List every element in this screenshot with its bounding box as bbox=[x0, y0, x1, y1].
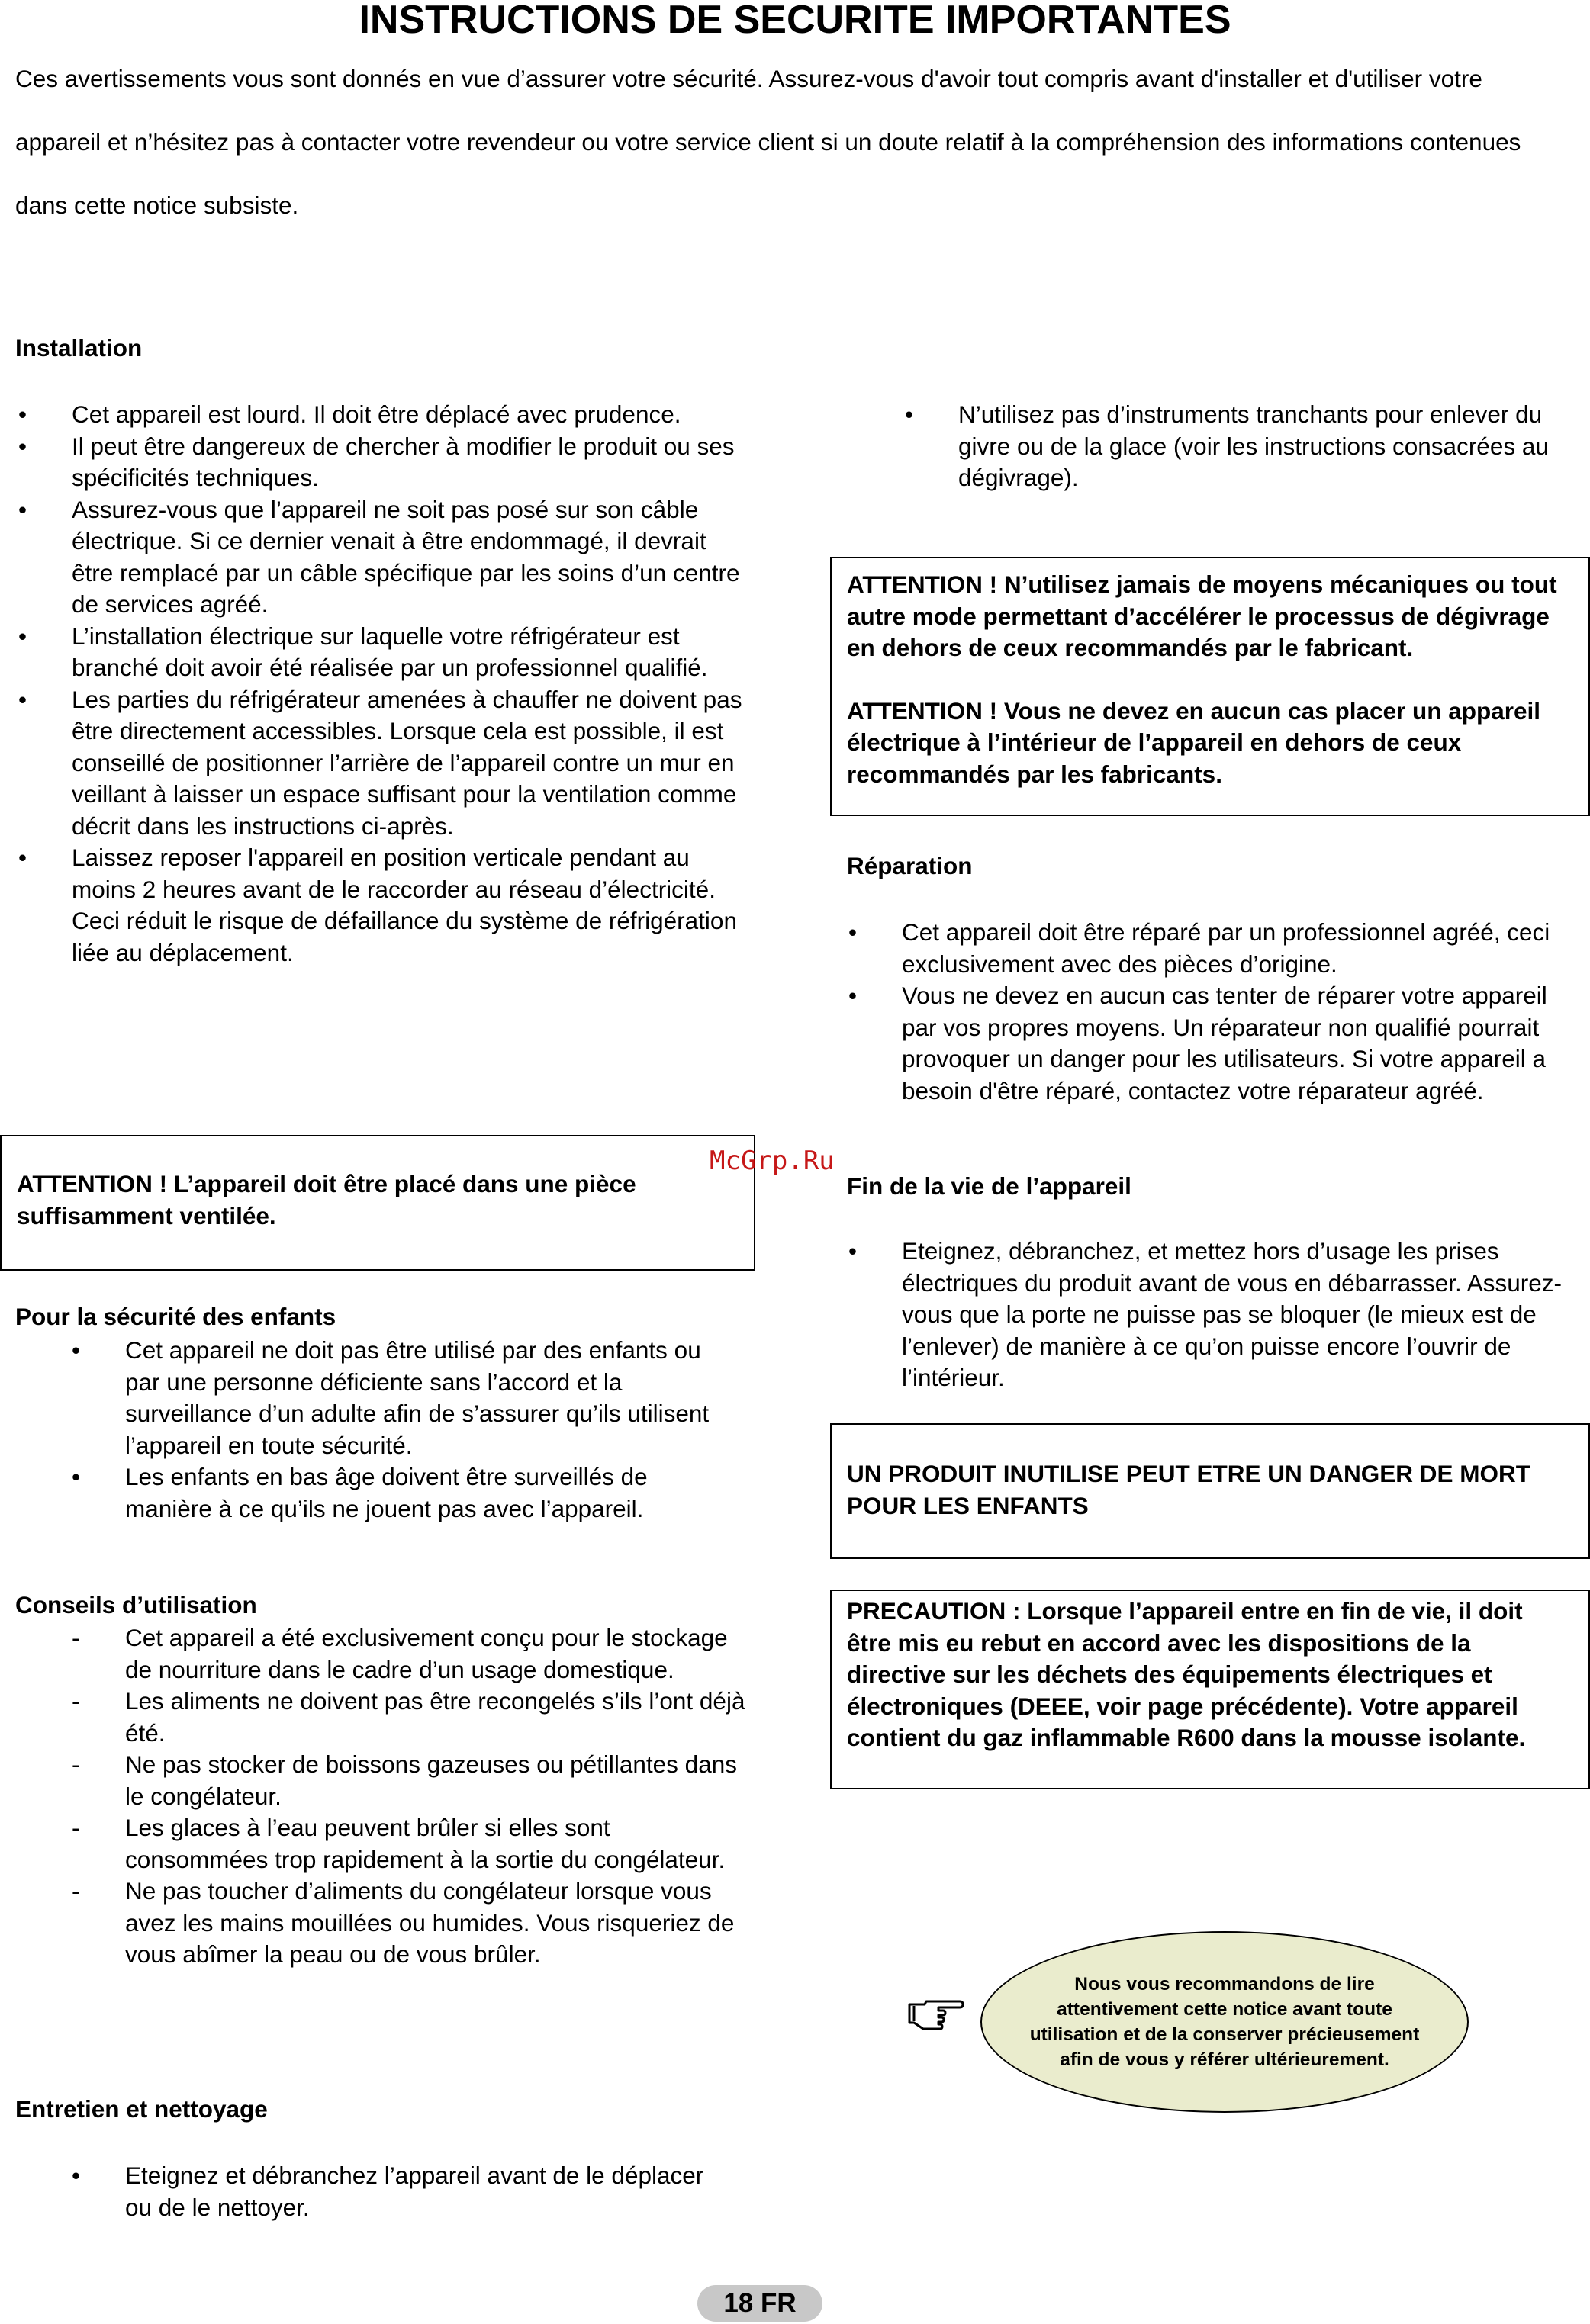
list-item: • Cet appareil ne doit pas être utilisé par des enfants ou par une personne déficiente sans l’accord et la surveillance d’un adulte afin de s’assurer qu’ils utilisent l’appareil en toute sécurité. bbox=[72, 1336, 710, 1459]
list-item: • Les parties du réfrigérateur amenées à chauffer ne doivent pas être directement accessibles. Lorsque cela est possible, il est conseillé de positionner l’arrière de l’appareil contre un mur en veillant à laisser un espace suffisant pour la ventilation comme décrit dans les instructions ci-après. bbox=[18, 685, 742, 840]
installation-heading: Installation bbox=[15, 334, 143, 362]
list-item: - Ne pas toucher d’aliments du congélateur lorsque vous avez les mains mouillées ou humides. Vous risqueriez de vous abîmer la peau ou de vous brûler. bbox=[72, 1877, 735, 1968]
dash: - bbox=[72, 1687, 80, 1715]
list-item: • L’installation électrique sur laquelle votre réfrigérateur est branché doit avoir été réalisée par un professionnel qualifié. bbox=[18, 622, 708, 681]
watermark: McGrp.Ru bbox=[710, 1146, 835, 1176]
bullet: • bbox=[72, 1336, 81, 1364]
list-item: • Assurez-vous que l’appareil ne soit pas posé sur son câble électrique. Si ce dernier venait à être endommagé, il devrait être remplacé par un câble spécifique par les soins d’un centre de services agréé. bbox=[18, 495, 740, 618]
children-safety-heading: Pour la sécurité des enfants bbox=[15, 1303, 336, 1330]
bullet: • bbox=[848, 982, 858, 1009]
intro-paragraph: Ces avertissements vous sont donnés en vue d’assurer votre sécurité. Assurez-vous d'avoir tout compris avant d'installer et d'utiliser votre appareil et n’hésitez pas à contacter votre revendeur ou votre service client si un doute relatif à la compréhension des informations contenues dans cette notice subsiste. bbox=[15, 65, 1521, 219]
list-item: • Laissez reposer l'appareil en position verticale pendant au moins 2 heures avant de le raccorder au réseau d’électricité. Ceci réduit le risque de défaillance du système de réfrigération liée au déplacement. bbox=[18, 844, 737, 966]
repair-list bbox=[845, 917, 1574, 1107]
bullet: • bbox=[18, 432, 27, 460]
dash: - bbox=[72, 1877, 80, 1905]
list-item: • Eteignez et débranchez l’appareil avant de le déplacer ou de le nettoyer. bbox=[72, 2162, 704, 2221]
bullet: • bbox=[848, 1237, 858, 1265]
usage-tips-list bbox=[69, 1622, 748, 1971]
bullet: • bbox=[18, 622, 27, 650]
pointing-hand-icon bbox=[906, 1994, 964, 2030]
attention-ventilation-box: ATTENTION ! L’appareil doit être placé dans une pièce suffisamment ventilée. bbox=[0, 1135, 755, 1271]
maintenance-heading: Entretien et nettoyage bbox=[15, 2095, 268, 2123]
bullet: • bbox=[18, 400, 27, 428]
list-item: • Cet appareil doit être réparé par un professionnel agréé, ceci exclusivement avec des pièces d’origine. bbox=[848, 918, 1550, 978]
bullet: • bbox=[18, 495, 27, 523]
list-item: • Cet appareil est lourd. Il doit être déplacé avec prudence. bbox=[15, 399, 744, 431]
bullet: • bbox=[72, 1463, 81, 1490]
defrost-list bbox=[902, 399, 1573, 494]
dash: - bbox=[72, 1814, 80, 1841]
list-item: - Les aliments ne doivent pas être recongelés s’ils l’ont déjà été. bbox=[72, 1687, 745, 1747]
repair-heading: Réparation bbox=[847, 852, 973, 879]
end-of-life-heading: Fin de la vie de l’appareil bbox=[847, 1172, 1131, 1200]
list-item: • N’utilisez pas d’instruments tranchants pour enlever du givre ou de la glace (voir les instructions consacrées au dégivrage). bbox=[905, 400, 1549, 491]
bullet: • bbox=[72, 2162, 81, 2189]
list-item: - Ne pas stocker de boissons gazeuses ou pétillantes dans le congélateur. bbox=[72, 1750, 737, 1810]
dash: - bbox=[72, 1624, 80, 1651]
list-item: - Les glaces à l’eau peuvent brûler si elles sont consommées trop rapidement à la sortie du congélateur. bbox=[72, 1814, 726, 1873]
list-item: - Cet appareil a été exclusivement conçu pour le stockage de nourriture dans le cadre d’un usage domestique. bbox=[72, 1624, 728, 1683]
list-item: • Eteignez, débranchez, et mettez hors d’usage les prises électriques du produit avant de vous en débarrasser. Assurez-vous que la porte ne puisse pas se bloquer (le mieux est de l’enlever) de manière à ce qu’on puisse encore l’ouvrir de l’intérieur. bbox=[848, 1237, 1563, 1391]
list-item: • Vous ne devez en aucun cas tenter de réparer votre appareil par vos propres moyens. Un réparateur non qualifié pourrait provoquer un danger pour les utilisateurs. Si votre appareil a besoin d'être réparé, contactez votre réparateur agréé. bbox=[848, 982, 1547, 1104]
end-of-life-list bbox=[845, 1236, 1574, 1394]
page-title: INSTRUCTIONS DE SECURITE IMPORTANTES bbox=[359, 0, 1231, 42]
bullet: • bbox=[18, 844, 27, 871]
usage-tips-heading: Conseils d’utilisation bbox=[15, 1591, 257, 1618]
attention-defrost-box: ATTENTION ! N’utilisez jamais de moyens mécaniques ou tout autre mode permettant d’accélérer le processus de dégivrage en dehors de ceux recommandés par le fabricant. ATTENTION ! Vous ne devez en aucun cas placer un appareil électrique à l’intérieur de l’appareil en dehors de ceux recommandés par les fabricants. bbox=[830, 557, 1590, 816]
maintenance-list bbox=[69, 2160, 736, 2223]
bullet: • bbox=[905, 400, 914, 428]
children-safety-list bbox=[69, 1335, 736, 1525]
bullet: • bbox=[18, 685, 27, 713]
page-number: 18 FR bbox=[697, 2285, 822, 2322]
dash: - bbox=[72, 1750, 80, 1778]
precaution-box: PRECAUTION : Lorsque l’appareil entre en fin de vie, il doit être mis eu rebut en accord avec les dispositions de la directive sur les déchets des équipements électriques et électroniques (DEEE, voir page précédente). Votre appareil contient du gaz inflammable R600 dans la mousse isolante. bbox=[830, 1590, 1590, 1789]
list-item: • Il peut être dangereux de chercher à modifier le produit ou ses spécificités techniques. bbox=[18, 432, 735, 491]
danger-box: UN PRODUIT INUTILISE PEUT ETRE UN DANGER DE MORT POUR LES ENFANTS bbox=[830, 1423, 1590, 1559]
recommendation-note: Nous vous recommandons de lire attentivement cette notice avant toute utilisation et de la conserver précieusement afin de vous y référer ultérieurement. bbox=[980, 1931, 1469, 2113]
installation-list bbox=[15, 399, 744, 969]
list-item: • Les enfants en bas âge doivent être surveillés de manière à ce qu’ils ne jouent pas avec l’appareil. bbox=[72, 1463, 648, 1522]
bullet: • bbox=[848, 918, 858, 946]
